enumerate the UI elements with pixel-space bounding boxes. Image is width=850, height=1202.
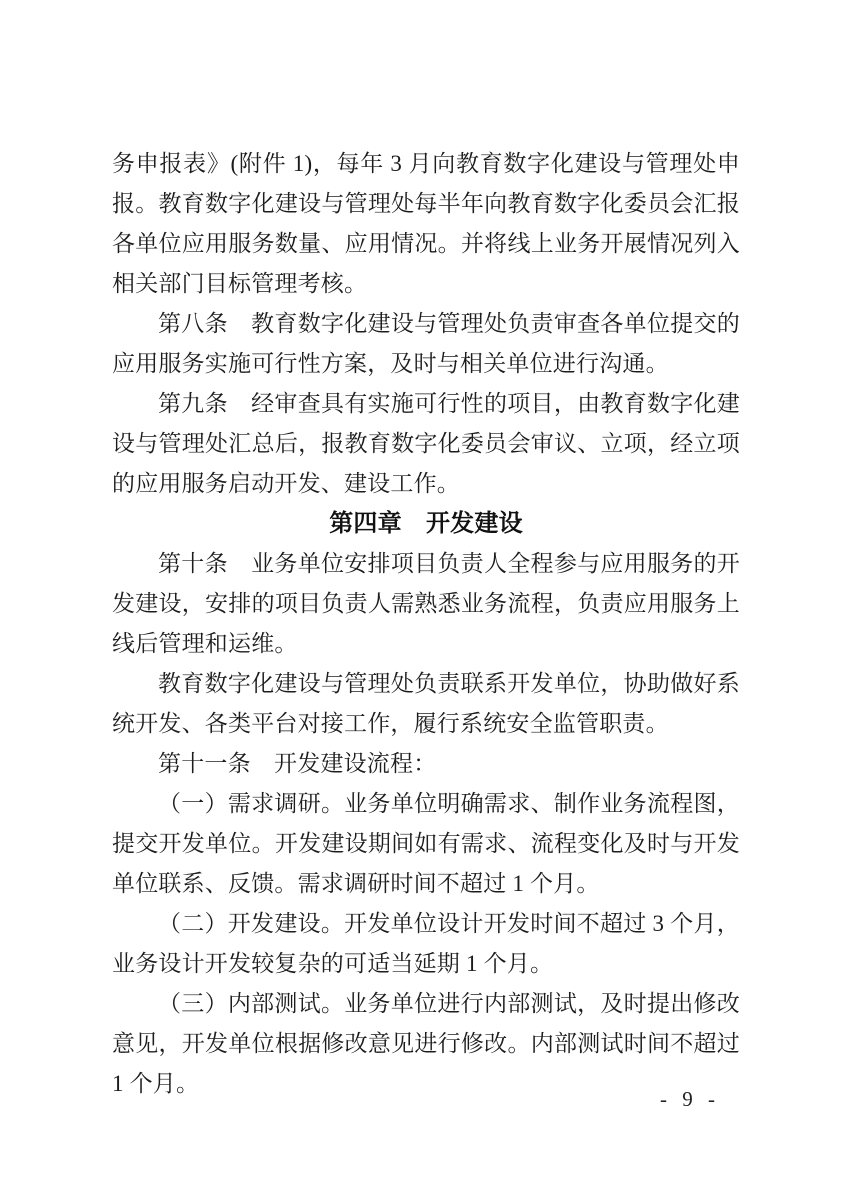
document-body [112,144,740,1104]
paragraph: 教育数字化建设与管理处负责联系开发单位，协助做好系统开发、各类平台对接工作，履行系统安全监管职责。 [112,671,740,736]
paragraph: 第十一条 开发建设流程： [158,751,437,776]
paragraph: 第八条 教育数字化建设与管理处负责审查各单位提交的应用服务实施可行性方案，及时与相关单位进行沟通。 [112,311,740,376]
paragraph: 第十条 业务单位安排项目负责人全程参与应用服务的开发建设，安排的项目负责人需熟悉业务流程，负责应用服务上线后管理和运维。 [112,551,740,656]
chapter-heading: 第四章 开发建设 [329,510,523,537]
paragraph: 第九条 经审查具有实施可行性的项目，由教育数字化建设与管理处汇总后，报教育数字化委员会审议、立项，经立项的应用服务启动开发、建设工作。 [112,391,740,496]
paragraph: （二）开发建设。开发单位设计开发时间不超过 3 个月，业务设计开发较复杂的可适当延期 1 个月。 [112,911,740,976]
page-number: - 9 - [660,1087,720,1111]
paragraph: 务申报表》(附件 1)，每年 3 月向教育数字化建设与管理处申报。教育数字化建设与管理处每半年向教育数字化委员会汇报各单位应用服务数量、应用情况。并将线上业务开展情况列入相关部门目标管理考核。 [112,151,740,296]
paragraph: （一）需求调研。业务单位明确需求、制作业务流程图，提交开发单位。开发建设期间如有需求、流程变化及时与开发单位联系、反馈。需求调研时间不超过 1 个月。 [112,791,740,896]
paragraph: （三）内部测试。业务单位进行内部测试，及时提出修改意见，开发单位根据修改意见进行修改。内部测试时间不超过 1 个月。 [112,991,740,1096]
